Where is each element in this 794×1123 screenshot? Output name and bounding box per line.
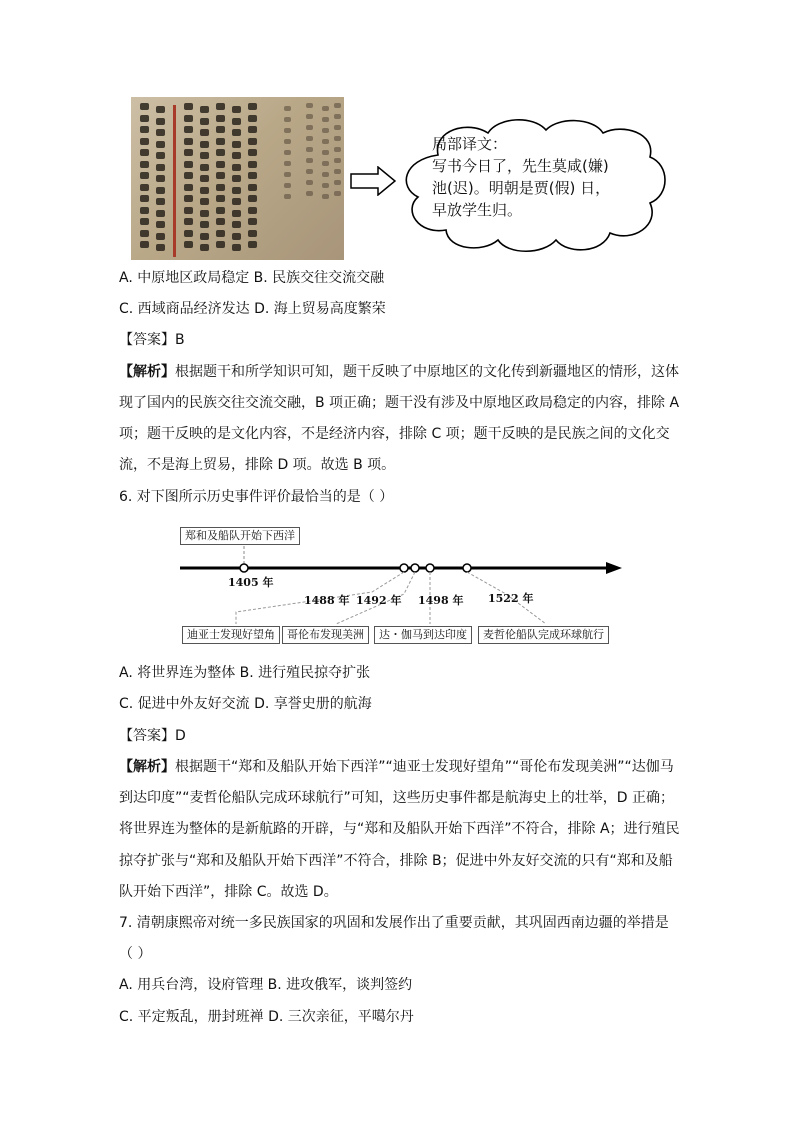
manuscript-ink-stroke [232, 210, 241, 217]
red-rule-line [173, 105, 176, 257]
manuscript-ink-stroke [140, 172, 149, 179]
manuscript-ink-stroke [322, 183, 329, 188]
manuscript-ink-stroke [216, 149, 225, 156]
manuscript-ink-stroke [216, 161, 225, 168]
manuscript-ink-stroke [334, 158, 341, 163]
manuscript-ink-stroke [140, 218, 149, 225]
q5-analysis-line: 【解析】根据题干和所学知识可知，题干反映了中原地区的文化传到新疆地区的情形，这体 [119, 364, 679, 380]
q5-analysis-line: 流，不是海上贸易，排除 D 项。故选 B 项。 [119, 457, 396, 473]
manuscript-ink-stroke [334, 125, 341, 130]
manuscript-ink-stroke [248, 149, 257, 156]
manuscript-ink-stroke [306, 158, 313, 163]
manuscript-ink-stroke [284, 139, 291, 144]
manuscript-ink-stroke [140, 207, 149, 214]
manuscript-ink-stroke [334, 114, 341, 119]
manuscript-ink-stroke [306, 147, 313, 152]
manuscript-ink-stroke [306, 114, 313, 119]
manuscript-ink-stroke [284, 106, 291, 111]
q5-options-ab: A. 中原地区政局稳定 B. 民族交往交流交融 [119, 270, 385, 286]
manuscript-ink-stroke [232, 233, 241, 240]
manuscript-ink-stroke [200, 129, 209, 136]
manuscript-ink-stroke [156, 187, 165, 194]
manuscript-ink-stroke [306, 125, 313, 130]
manuscript-ink-stroke [200, 244, 209, 251]
manuscript-ink-stroke [232, 175, 241, 182]
manuscript-ink-column [245, 103, 259, 253]
manuscript-ink-column [153, 103, 167, 253]
manuscript-ink-stroke [284, 194, 291, 199]
right-arrow-icon [350, 166, 396, 196]
manuscript-ink-stroke [184, 184, 193, 191]
manuscript-ink-stroke [216, 138, 225, 145]
q6-analysis-line: 将世界连为整体的是新航路的开辟，与“郑和及船队开始下西洋”不符合，排除 A；进行殖民 [119, 821, 680, 837]
timeline-year-1405: 1405 年 [228, 576, 274, 589]
manuscript-ink-stroke [306, 103, 313, 108]
manuscript-ink-stroke [156, 152, 165, 159]
manuscript-ink-stroke [184, 126, 193, 133]
q7-options-ab: A. 用兵台湾，设府管理 B. 进攻俄军，谈判签约 [119, 977, 413, 993]
manuscript-ink-stroke [184, 172, 193, 179]
manuscript-ink-stroke [156, 129, 165, 136]
manuscript-ink-stroke [140, 195, 149, 202]
manuscript-ink-stroke [200, 221, 209, 228]
manuscript-ink-stroke [216, 241, 225, 248]
manuscript-ink-stroke [284, 150, 291, 155]
manuscript-ink-stroke [248, 103, 257, 110]
manuscript-ink-stroke [248, 126, 257, 133]
manuscript-ink-stroke [232, 164, 241, 171]
manuscript-ink-stroke [248, 184, 257, 191]
manuscript-ink-column [331, 103, 344, 253]
manuscript-ink-stroke [232, 118, 241, 125]
manuscript-ink-stroke [200, 210, 209, 217]
manuscript-ink-stroke [156, 198, 165, 205]
manuscript-ink-stroke [284, 183, 291, 188]
manuscript-ink-stroke [156, 233, 165, 240]
manuscript-ink-stroke [184, 149, 193, 156]
q5-analysis-line: 项；题干反映的是文化内容，不是经济内容，排除 C 项；题干反映的是民族之间的文化交 [119, 426, 670, 442]
manuscript-ink-column [197, 103, 211, 253]
q5-analysis-line: 现了国内的民族交往交流交融，B 项正确；题干没有涉及中原地区政局稳定的内容，排除 A [119, 395, 680, 411]
manuscript-ink-stroke [248, 207, 257, 214]
manuscript-ink-stroke [156, 164, 165, 171]
manuscript-ink-stroke [284, 161, 291, 166]
manuscript-ink-stroke [322, 106, 329, 111]
manuscript-ink-column [229, 103, 243, 253]
q6-analysis-line: 掠夺扩张与“郑和及船队开始下西洋”不符合，排除 B；促进中外友好交流的只有“郑和及船 [119, 853, 673, 869]
manuscript-ink-stroke [184, 138, 193, 145]
cloud-heading: 局部译文： [432, 135, 508, 153]
manuscript-ink-stroke [156, 244, 165, 251]
manuscript-ink-stroke [232, 152, 241, 159]
manuscript-ink-stroke [184, 241, 193, 248]
manuscript-ink-stroke [216, 172, 225, 179]
q5-options-cd: C. 西域商品经济发达 D. 海上贸易高度繁荣 [119, 301, 386, 317]
q6-answer: 【答案】D [119, 728, 186, 744]
q6-analysis-line: 【解析】根据题干“郑和及船队开始下西洋”“迪亚士发现好望角”“哥伦布发现美洲”“达伽马 [119, 759, 674, 775]
manuscript-ink-stroke [200, 233, 209, 240]
manuscript-ink-stroke [200, 141, 209, 148]
manuscript-ink-stroke [156, 210, 165, 217]
timeline-event-1492: 哥伦布发现美洲 [282, 626, 369, 644]
manuscript-ink-stroke [248, 161, 257, 168]
manuscript-ink-stroke [200, 118, 209, 125]
cloud-line: 早放学生归。 [432, 201, 523, 219]
manuscript-ink-stroke [334, 103, 341, 108]
manuscript-ink-stroke [232, 106, 241, 113]
q7-options-cd: C. 平定叛乱，册封班禅 D. 三次亲征，平噶尔丹 [119, 1009, 414, 1025]
timeline-year-1498: 1498 年 [418, 594, 464, 607]
cloud-translation-text [432, 133, 610, 221]
manuscript-ink-stroke [156, 118, 165, 125]
manuscript-ink-stroke [248, 218, 257, 225]
q6-analysis-line: 队开始下西洋”，排除 C。故选 D。 [119, 884, 338, 900]
manuscript-ink-stroke [284, 128, 291, 133]
q5-answer: 【答案】B [119, 332, 185, 348]
q7-stem: 7. 清朝康熙帝对统一多民族国家的巩固和发展作出了重要贡献，其巩固西南边疆的举措是 [119, 915, 669, 931]
manuscript-ink-stroke [322, 150, 329, 155]
manuscript-ink-stroke [200, 106, 209, 113]
timeline-diagram [176, 522, 628, 652]
q6-options-ab: A. 将世界连为整体 B. 进行殖民掠夺扩张 [119, 665, 371, 681]
manuscript-ink-stroke [322, 161, 329, 166]
manuscript-ink-stroke [216, 115, 225, 122]
manuscript-ink-stroke [248, 241, 257, 248]
q7-stem-blank: （ ） [119, 946, 152, 962]
timeline-event-1405: 郑和及船队开始下西洋 [180, 527, 300, 545]
manuscript-ink-stroke [216, 195, 225, 202]
manuscript-ink-stroke [184, 161, 193, 168]
manuscript-ink-stroke [306, 191, 313, 196]
manuscript-ink-stroke [216, 184, 225, 191]
manuscript-ink-stroke [156, 175, 165, 182]
manuscript-ink-stroke [200, 198, 209, 205]
manuscript-ink-column [137, 103, 151, 253]
manuscript-ink-stroke [334, 147, 341, 152]
timeline-year-1492: 1492 年 [356, 594, 402, 607]
manuscript-ink-stroke [322, 128, 329, 133]
manuscript-ink-stroke [334, 169, 341, 174]
manuscript-ink-stroke [140, 161, 149, 168]
analysis-label: 【解析】 [119, 759, 175, 775]
manuscript-ink-stroke [334, 136, 341, 141]
manuscript-ink-stroke [140, 103, 149, 110]
manuscript-ink-stroke [232, 221, 241, 228]
manuscript-ink-stroke [232, 187, 241, 194]
manuscript-ink-stroke [140, 149, 149, 156]
manuscript-ink-stroke [200, 152, 209, 159]
manuscript-ink-stroke [334, 180, 341, 185]
manuscript-ink-stroke [184, 195, 193, 202]
manuscript-ink-stroke [306, 180, 313, 185]
manuscript-ink-stroke [140, 241, 149, 248]
manuscript-ink-stroke [216, 207, 225, 214]
manuscript-ink-stroke [306, 136, 313, 141]
manuscript-ink-stroke [156, 141, 165, 148]
manuscript-ink-stroke [140, 230, 149, 237]
timeline-year-1488: 1488 年 [304, 594, 350, 607]
manuscript-ink-stroke [248, 138, 257, 145]
timeline-event-1488: 迪亚士发现好望角 [182, 626, 280, 644]
manuscript-ink-stroke [306, 169, 313, 174]
manuscript-ink-stroke [232, 129, 241, 136]
manuscript-ink-stroke [184, 230, 193, 237]
manuscript-ink-stroke [232, 198, 241, 205]
q6-stem: 6. 对下图所示历史事件评价最恰当的是（ ） [119, 489, 394, 505]
cloud-line: 写书今日了，先生莫咸(嫌) [432, 157, 609, 175]
manuscript-ink-column [281, 103, 295, 253]
manuscript-ink-stroke [232, 244, 241, 251]
manuscript-ink-column [181, 103, 195, 253]
manuscript-ink-stroke [184, 207, 193, 214]
manuscript-ink-stroke [248, 195, 257, 202]
timeline-event-1498: 达・伽马到达印度 [374, 626, 472, 644]
manuscript-ink-stroke [184, 115, 193, 122]
manuscript-ink-stroke [200, 175, 209, 182]
manuscript-ink-stroke [140, 115, 149, 122]
manuscript-ink-stroke [232, 141, 241, 148]
manuscript-ink-stroke [184, 218, 193, 225]
manuscript-ink-stroke [322, 194, 329, 199]
manuscript-photo [131, 97, 344, 260]
manuscript-ink-stroke [156, 221, 165, 228]
manuscript-ink-stroke [216, 218, 225, 225]
manuscript-ink-stroke [284, 117, 291, 122]
q6-analysis-line: 到达印度”“麦哲伦船队完成环球航行”可知，这些历史事件都是航海史上的壮举，D 正确； [119, 790, 674, 806]
manuscript-ink-stroke [140, 126, 149, 133]
manuscript-ink-stroke [140, 138, 149, 145]
timeline-event-1522: 麦哲伦船队完成环球航行 [478, 626, 609, 644]
manuscript-ink-stroke [248, 172, 257, 179]
manuscript-ink-stroke [322, 172, 329, 177]
manuscript-ink-stroke [322, 139, 329, 144]
manuscript-ink-stroke [140, 184, 149, 191]
manuscript-ink-stroke [216, 103, 225, 110]
cloud-line: 池(迟)。明朝是贾(假) 日， [432, 179, 611, 197]
manuscript-ink-stroke [322, 117, 329, 122]
timeline-year-1522: 1522 年 [488, 592, 534, 605]
manuscript-ink-stroke [156, 106, 165, 113]
manuscript-ink-column [213, 103, 227, 253]
analysis-label: 【解析】 [119, 364, 175, 380]
manuscript-ink-stroke [200, 164, 209, 171]
manuscript-ink-stroke [248, 230, 257, 237]
manuscript-ink-stroke [216, 230, 225, 237]
manuscript-ink-stroke [200, 187, 209, 194]
q6-options-cd: C. 促进中外友好交流 D. 享誉史册的航海 [119, 696, 372, 712]
manuscript-ink-stroke [284, 172, 291, 177]
manuscript-ink-column [303, 103, 317, 253]
manuscript-ink-stroke [184, 103, 193, 110]
manuscript-ink-stroke [216, 126, 225, 133]
manuscript-ink-stroke [334, 191, 341, 196]
manuscript-ink-stroke [248, 115, 257, 122]
